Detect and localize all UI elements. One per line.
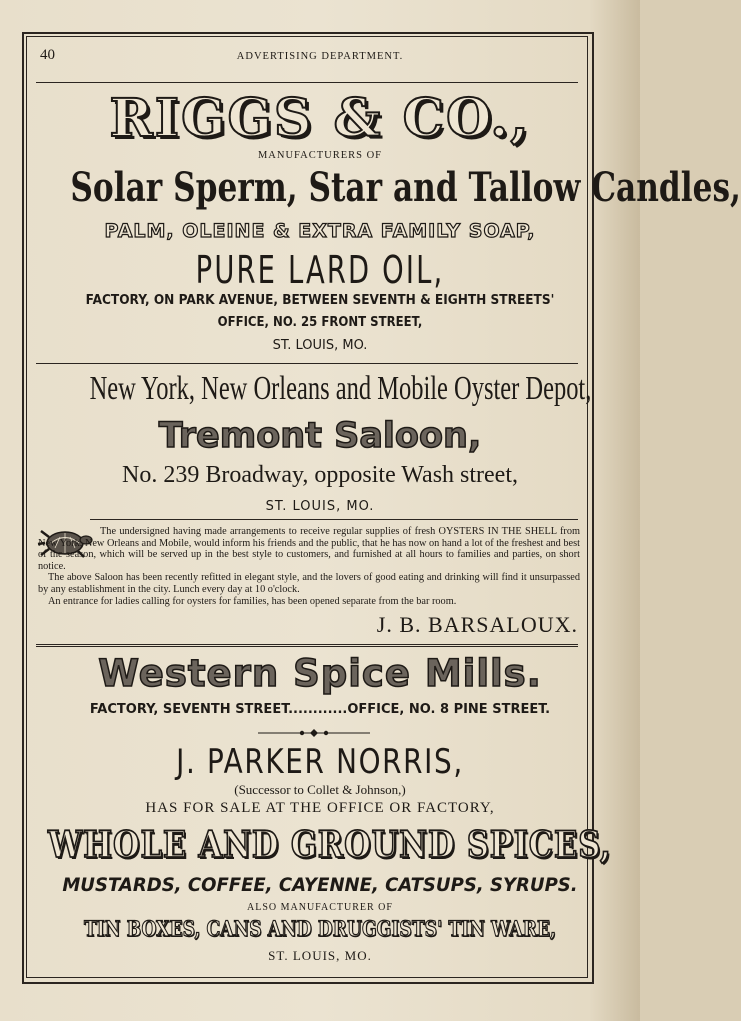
spice-factory-office: FACTORY, SEVENTH STREET............OFFICE, NO. 8 PINE STREET. [89, 702, 551, 717]
section-divider-1 [36, 363, 578, 364]
ornament-divider-icon [258, 728, 370, 738]
page-number: 40 [40, 47, 55, 63]
proprietor-signature: J. B. BARSALOUX. [376, 612, 578, 637]
saloon-city: ST. LOUIS, MO. [265, 499, 375, 514]
running-head: ADVERTISING DEPARTMENT. [236, 51, 404, 62]
spice-proprietor: J. PARKER NORRIS, [176, 742, 464, 782]
riggs-factory-address: FACTORY, ON PARK AVENUE, BETWEEN SEVENTH & EIGHTH STREETS' [85, 292, 555, 308]
header-rule [36, 82, 578, 83]
spice-city: ST. LOUIS, MO. [268, 948, 372, 963]
oyster-description [38, 526, 580, 607]
riggs-soap-line: PALM, OLEINE & EXTRA FAMILY SOAP, [104, 220, 536, 242]
riggs-manufacturers-of: MANUFACTURERS OF [257, 150, 383, 161]
spice-mills-headline: Western Spice Mills. [98, 652, 542, 695]
tin-ware-line: TIN BOXES, CANS AND DRUGGISTS' TIN WARE, [83, 916, 557, 941]
spice-products-list: MUSTARDS, COFFEE, CAYENNE, CATSUPS, SYRUPS. [62, 874, 578, 896]
spice-has-for-sale: HAS FOR SALE AT THE OFFICE OR FACTORY, [145, 800, 495, 816]
saloon-address: No. 239 Broadway, opposite Wash street, [122, 462, 518, 488]
riggs-office-address: OFFICE, NO. 25 FRONT STREET, [217, 315, 423, 330]
spice-also-manufacturer: ALSO MANUFACTURER OF [247, 902, 393, 913]
short-rule [90, 519, 578, 520]
riggs-candles-line: Solar Sperm, Star and Tallow Candles, [70, 164, 741, 211]
tremont-saloon-title: Tremont Saloon, [158, 416, 482, 456]
description-paragraph-3: An entrance for ladies calling for oysters for families, has been opened separate from the bar room. [48, 595, 457, 607]
oyster-depot-headline: New York, New Orleans and Mobile Oyster Depot, [89, 370, 592, 407]
riggs-company-name: RIGGS & CO., [109, 88, 531, 149]
spice-successor-note: (Successor to Collet & Johnson,) [234, 782, 406, 797]
section-divider-2 [36, 644, 578, 647]
description-paragraph-2: The above Saloon has been recently refitted in elegant style, and the lovers of good eating and drinking will find it unsurpassed by any establishment in the city. Lunch every day at 10 o'clock. [38, 572, 580, 595]
description-paragraph-1: The undersigned having made arrangements to receive regular supplies of fresh OYSTERS IN THE SHELL from New York, New Orleans and Mobile, would inform his friends and the public, that he has now on hand a lot of the freshest and best of the season, which will be served up in the best style to customers, and furnished at all hours to families and parties, on short notice. [38, 526, 580, 572]
riggs-city: ST. LOUIS, MO. [272, 338, 368, 353]
whole-ground-spices: WHOLE AND GROUND SPICES, [48, 824, 612, 866]
riggs-lard-oil: PURE LARD OIL, [195, 248, 445, 292]
